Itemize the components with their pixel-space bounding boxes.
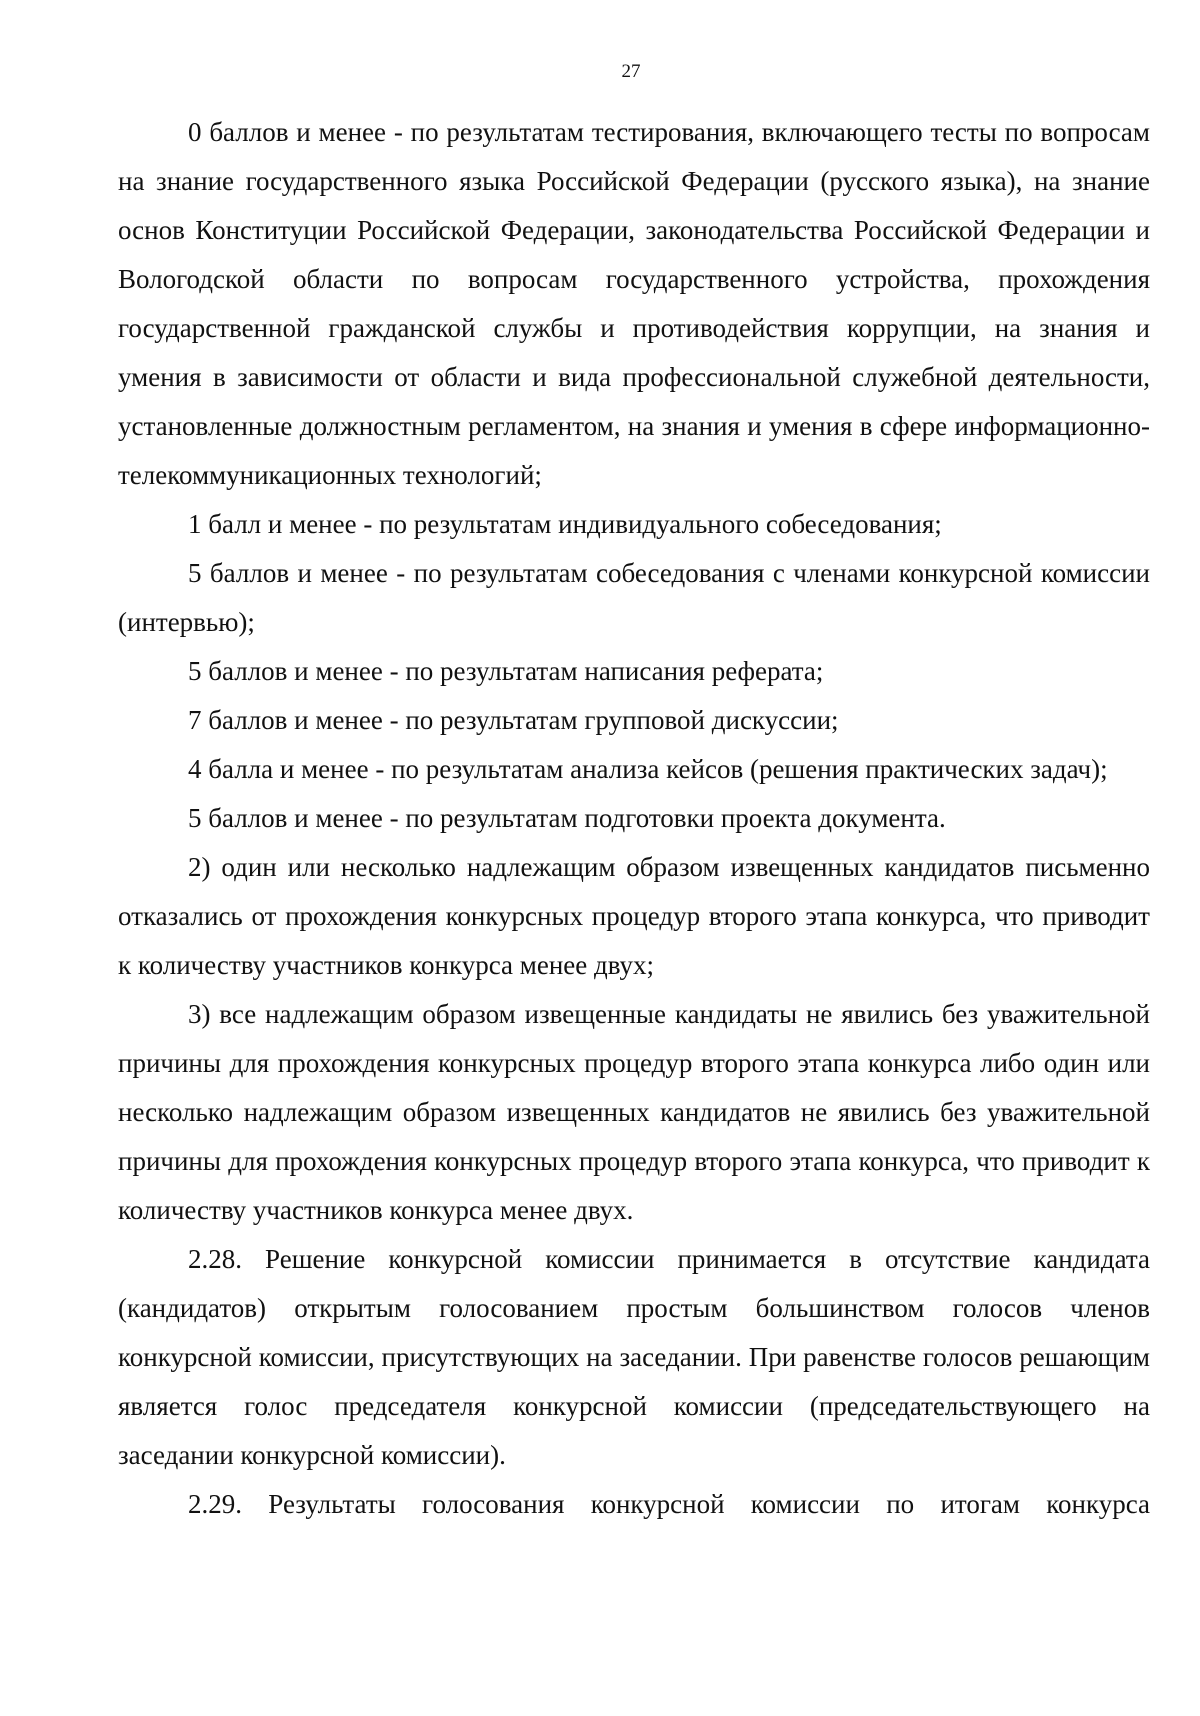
- paragraph-score-commission-interview: 5 баллов и менее - по результатам собеседования с членами конкурсной комиссии (интервью);: [118, 558, 1150, 637]
- paragraph-item-3-absence: 3) все надлежащим образом извещенные кандидаты не явились без уважительной причины для прохождения конкурсных процедур второго этапа конкурса либо один или несколько надлежащим образом извещенных кандидатов не явились без уважительной причины для прохождения конкурсных процедур второго этапа конкурса, что приводит к количеству участников конкурса менее двух.: [118, 999, 1150, 1225]
- paragraph-score-testing: 0 баллов и менее - по результатам тестирования, включающего тесты по вопросам на знание государственного языка Российской Федерации (русского языка), на знание основ Конституции Российской Федерации, законодательства Российской Федерации и Вологодской области по вопросам государственного устройства, прохождения государственной гражданской службы и противодействия коррупции, на знания и умения в зависимости от области и вида профессиональной служебной деятельности, установленные должностным регламентом, на знания и умения в сфере информационно-телекоммуникационных технологий;: [118, 117, 1150, 490]
- paragraph-score-essay: 5 баллов и менее - по результатам написания реферата;: [188, 656, 824, 686]
- paragraph-score-group-discussion: 7 баллов и менее - по результатам групповой дискуссии;: [188, 705, 839, 735]
- paragraph-2-29-voting-results: 2.29. Результаты голосования конкурсной комиссии по итогам конкурса: [188, 1489, 1150, 1519]
- paragraph-score-draft-document: 5 баллов и менее - по результатам подготовки проекта документа.: [188, 803, 946, 833]
- page-number: 27: [621, 61, 641, 82]
- paragraph-item-2-refusal: 2) один или несколько надлежащим образом извещенных кандидатов письменно отказались от прохождения конкурсных процедур второго этапа конкурса, что приводит к количеству участников конкурса менее двух;: [118, 852, 1150, 980]
- paragraph-score-individual-interview: 1 балл и менее - по результатам индивидуального собеседования;: [188, 509, 942, 539]
- document-body: [118, 108, 1150, 1529]
- paragraph-2-28-decision: 2.28. Решение конкурсной комиссии принимается в отсутствие кандидата (кандидатов) открытым голосованием простым большинством голосов членов конкурсной комиссии, присутствующих на заседании. При равенстве голосов решающим является голос председателя конкурсной комиссии (председательствующего на заседании конкурсной комиссии).: [118, 1244, 1150, 1470]
- paragraph-score-case-analysis: 4 балла и менее - по результатам анализа кейсов (решения практических задач);: [188, 754, 1108, 784]
